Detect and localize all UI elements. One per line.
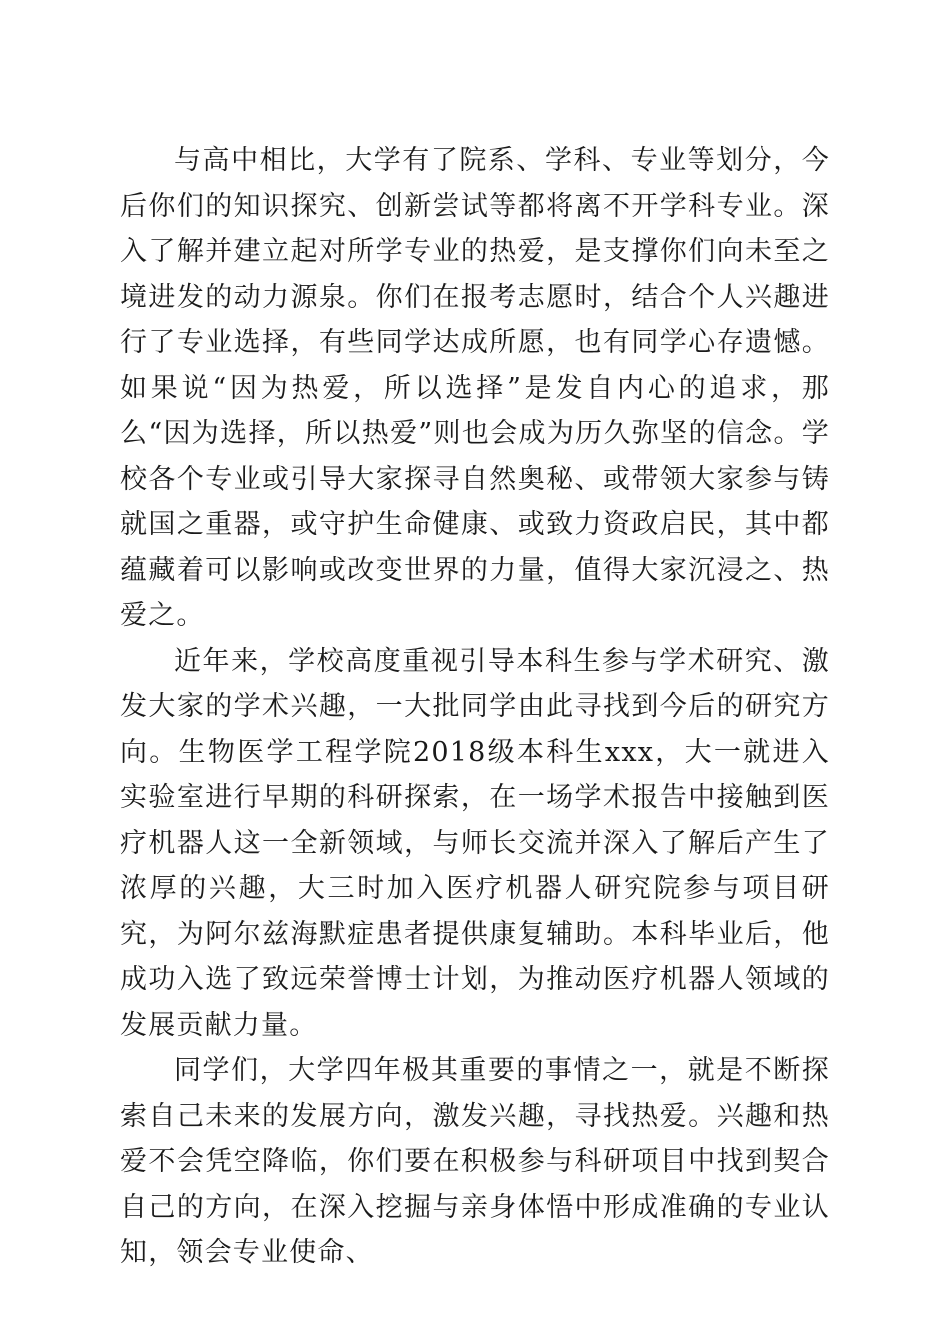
document-body	[120, 138, 830, 1276]
paragraph-2: 近年来，学校高度重视引导本科生参与学术研究、激发大家的学术兴趣，一大批同学由此寻找到今后的研究方向。生物医学工程学院2018级本科生xxx，大一就进入实验室进行早期的科研探索，在一场学术报告中接触到医疗机器人这一全新领域，与师长交流并深入了解后产生了浓厚的兴趣，大三时加入医疗机器人研究院参与项目研究，为阿尔兹海默症患者提供康复辅助。本科毕业后，他成功入选了致远荣誉博士计划，为推动医疗机器人领域的发展贡献力量。	[120, 645, 830, 1041]
paragraph-3: 同学们，大学四年极其重要的事情之一，就是不断探索自己未来的发展方向，激发兴趣，寻找热爱。兴趣和热爱不会凭空降临，你们要在积极参与科研项目中找到契合自己的方向，在深入挖掘与亲身体悟中形成准确的专业认知，领会专业使命、	[120, 1055, 830, 1268]
paragraph-1: 与高中相比，大学有了院系、学科、专业等划分，今后你们的知识探究、创新尝试等都将离不开学科专业。深入了解并建立起对所学专业的热爱，是支撑你们向未至之境进发的动力源泉。你们在报考志愿时，结合个人兴趣进行了专业选择，有些同学达成所愿，也有同学心存遗憾。如果说“因为热爱，所以选择”是发自内心的追求，那么“因为选择，所以热爱”则也会成为历久弥坚的信念。学校各个专业或引导大家探寻自然奥秘、或带领大家参与铸就国之重器，或守护生命健康、或致力资政启民，其中都蕴藏着可以影响或改变世界的力量，值得大家沉浸之、热爱之。	[120, 145, 830, 631]
